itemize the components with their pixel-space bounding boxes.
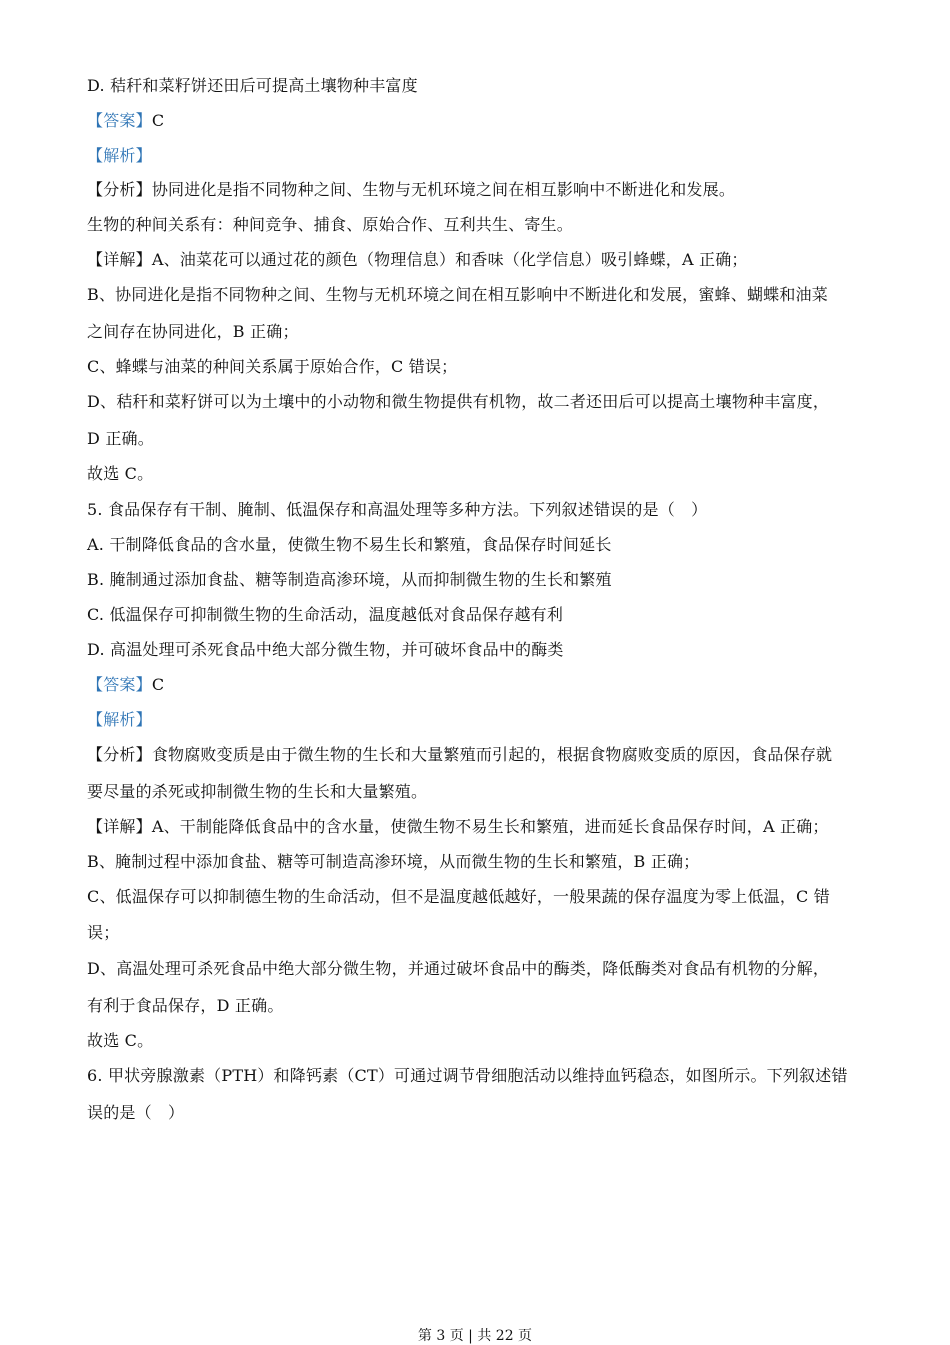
- q5-answer: [87, 675, 164, 695]
- answer-label: 【答案】: [87, 111, 152, 130]
- q5-stem: 5. 食品保存有干制、腌制、低温保存和高温处理等多种方法。下列叙述错误的是（ ）: [87, 500, 708, 519]
- detail-text: A、油菜花可以通过花的颜色（物理信息）和香味（化学信息）吸引蜂蝶，A 正确；: [151, 250, 748, 269]
- fenxi-label: 【分析】: [87, 745, 152, 764]
- page-footer: 第 3 页 | 共 22 页: [417, 1328, 533, 1344]
- fenxi-text: 食物腐败变质是由于微生物的生长和大量繁殖而引起的，根据食物腐败变质的原因，食品保存就: [151, 745, 833, 764]
- q5-option-b: B. 腌制通过添加食盐、糖等制造高渗环境，从而抑制微生物的生长和繁殖: [87, 570, 612, 589]
- q4-option-d: D. 秸秆和菜籽饼还田后可提高土壤物种丰富度: [87, 76, 418, 95]
- q4-detail-a: [87, 250, 748, 270]
- q6-stem-1: 6. 甲状旁腺激素（PTH）和降钙素（CT）可通过调节骨细胞活动以维持血钙稳态，如图所示。下列叙述错: [87, 1066, 848, 1085]
- q5-fenxi-2: 要尽量的杀死或抑制微生物的生长和大量繁殖。: [87, 782, 428, 801]
- q5-option-a: A. 干制降低食品的含水量，使微生物不易生长和繁殖，食品保存时间延长: [87, 535, 612, 554]
- q4-fenxi-2: 生物的种间关系有：种间竞争、捕食、原始合作、互利共生、寄生。: [87, 215, 574, 234]
- q5-detail-d-2: 有利于食品保存，D 正确。: [87, 996, 284, 1015]
- q4-detail-b-1: B、协同进化是指不同物种之间、生物与无机环境之间在相互影响中不断进化和发展，蜜蜂、蝴蝶和油菜: [87, 285, 828, 304]
- q5-option-c: C. 低温保存可抑制微生物的生命活动，温度越低对食品保存越有利: [87, 605, 564, 624]
- answer-value: C: [151, 111, 165, 130]
- q4-fenxi: [87, 180, 735, 200]
- q5-detail-d-1: D、高温处理可杀死食品中绝大部分微生物，并通过破坏食品中的酶类，降低酶类对食品有机物的分解，: [87, 959, 830, 978]
- fenxi-label: 【分析】: [87, 180, 152, 199]
- answer-value: C: [151, 675, 165, 694]
- q4-answer: [87, 111, 164, 131]
- q4-analysis-label: 【解析】: [87, 146, 152, 165]
- fenxi-text: 协同进化是指不同物种之间、生物与无机环境之间在相互影响中不断进化和发展。: [151, 180, 736, 199]
- q5-conclusion: 故选 C。: [87, 1031, 154, 1050]
- q5-detail-c-2: 误；: [87, 923, 120, 942]
- detail-text: A、干制能降低食品中的含水量，使微生物不易生长和繁殖，进而延长食品保存时间，A 正确；: [151, 817, 829, 836]
- q4-detail-c: C、蜂蝶与油菜的种间关系属于原始合作，C 错误；: [87, 357, 458, 376]
- q5-analysis-label: 【解析】: [87, 710, 152, 729]
- q4-detail-b-2: 之间存在协同进化，B 正确；: [87, 322, 299, 341]
- q5-option-d: D. 高温处理可杀死食品中绝大部分微生物，并可破坏食品中的酶类: [87, 640, 564, 659]
- q5-fenxi-1: [87, 745, 832, 765]
- q5-detail-a: [87, 817, 829, 837]
- q4-conclusion: 故选 C。: [87, 464, 154, 483]
- q4-detail-d-1: D、秸秆和菜籽饼可以为土壤中的小动物和微生物提供有机物，故二者还田后可以提高土壤物种丰富度，: [87, 392, 830, 411]
- answer-label: 【答案】: [87, 675, 152, 694]
- q4-detail-d-2: D 正确。: [87, 429, 154, 448]
- q6-stem-2: 误的是（ ）: [87, 1103, 185, 1122]
- q5-detail-c-1: C、低温保存可以抑制德生物的生命活动，但不是温度越低越好，一般果蔬的保存温度为零上低温，C 错: [87, 887, 830, 906]
- detail-label: 【详解】: [87, 817, 152, 836]
- q5-detail-b: B、腌制过程中添加食盐、糖等可制造高渗环境，从而微生物的生长和繁殖，B 正确；: [87, 852, 700, 871]
- detail-label: 【详解】: [87, 250, 152, 269]
